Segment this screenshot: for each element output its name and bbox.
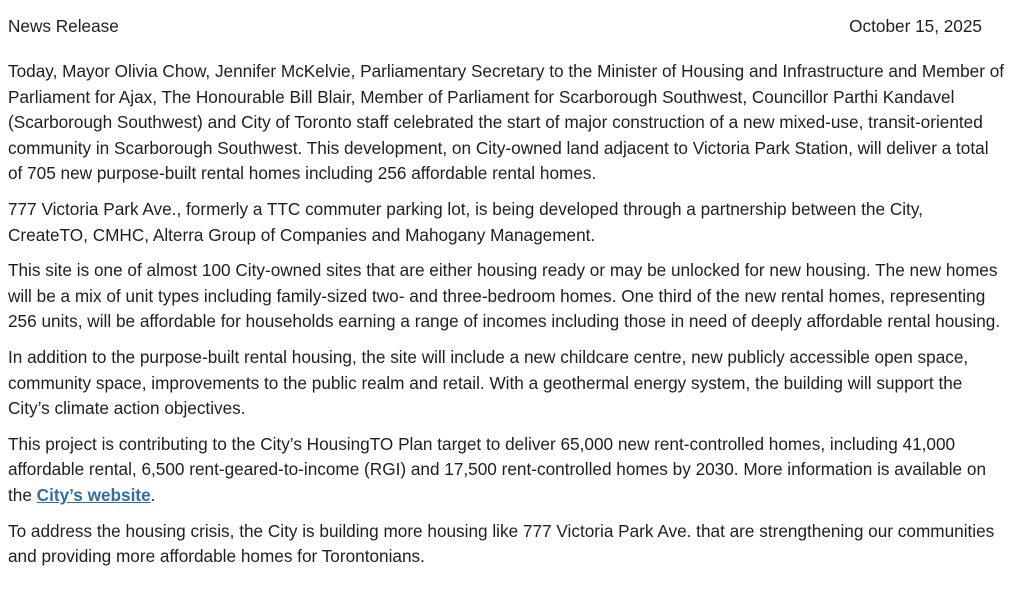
release-date: October 15, 2025 [849,16,982,36]
housingto-after-link: . [150,484,156,505]
release-label: News Release [8,16,119,36]
paragraph-amenities: In addition to the purpose-built rental housing, the site will include a new childcare centre, new publicly accessible open space, community space, improvements to the public realm and retail. With a geothermal energy system, the building will support the City’s climate action objectives. [8,346,969,419]
paragraph-site: This site is one of almost 100 City-owned sites that are either housing ready or may be unlocked for new housing. The new homes will be a mix of unit types including family-sized two- and three-bedroom homes. One third of the new rental homes, representing 256 units, will be affordable for households earning a range of incomes including those in need of deeply affordable rental housing. [8,260,1001,332]
city-website-link[interactable]: City’s website [36,484,151,505]
paragraph-housingto [8,432,1007,509]
paragraph-partnership: 777 Victoria Park Ave., formerly a TTC commuter parking lot, is being developed through a partnership between the City, CreateTO, CMHC, Alterra Group of Companies and Mahogany Management. [8,198,923,245]
paragraph-intro: Today, Mayor Olivia Chow, Jennifer McKelvie, Parliamentary Secretary to the Minister of Housing and Infrastructure and Member of Parliament for Ajax, The Honourable Bill Blair, Member of Parliament for Scarborough Southwest, Councillor Parthi Kandavel (Scarborough Southwest) and City of Toronto staff celebrated the start of major construction of a new mixed-use, transit-oriented community in Scarborough Southwest. This development, on City-owned land adjacent to Victoria Park Station, will deliver a total of 705 new purpose-built rental homes including 256 affordable rental homes. [8,61,1005,184]
release-header [8,14,1007,39]
housingto-text: This project is contributing to the City’s HousingTO Plan target to deliver 65,000 new rent-controlled homes, including 41,000 affordable rental, 6,500 rent-geared-to-income (RGI) and 17,500 rent-controlled homes by 2030. More information is available on the [8,433,987,505]
paragraph-closing: To address the housing crisis, the City is building more housing like 777 Victoria Park Ave. that are strengthening our communities and providing more affordable homes for Torontonians. [8,520,995,567]
